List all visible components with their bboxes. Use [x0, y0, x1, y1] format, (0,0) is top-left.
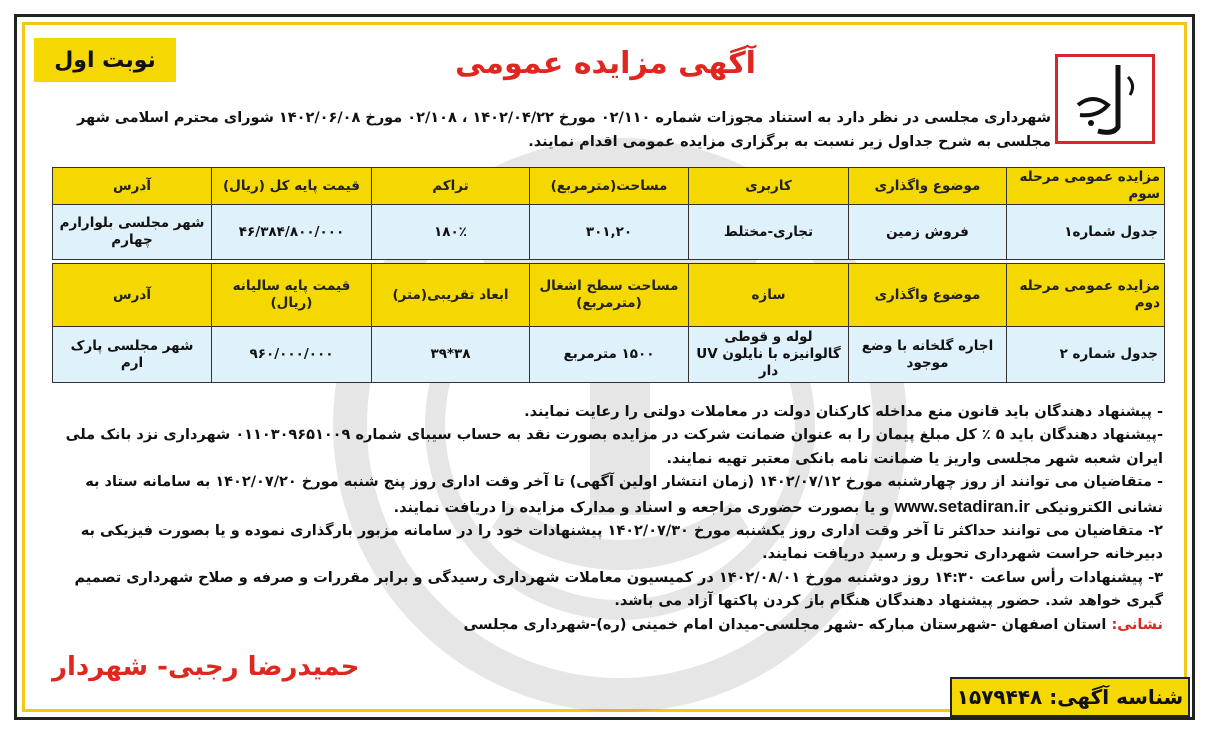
table-cell: ۳۰۱,۲۰ — [530, 205, 689, 260]
table-cell: تجاری-مختلط — [689, 205, 849, 260]
table-cell: ۹۶۰/۰۰۰/۰۰۰ — [212, 327, 372, 383]
table-cell: اجاره گلخانه با وضع موجود — [849, 327, 1007, 383]
table-header-row — [53, 168, 1165, 205]
condition-3-text-end: و یا بصورت حضوری مراجعه و اسناد و مدارک مزایده را دریافت نمایند. — [393, 499, 890, 516]
table-header-row — [53, 264, 1165, 327]
table-cell: شهر مجلسی بلوارارم چهارم — [53, 205, 212, 260]
table-cell: ۳۸*۳۹ — [372, 327, 530, 383]
table-cell: ۴۶/۳۸۴/۸۰۰/۰۰۰ — [212, 205, 372, 260]
table-row — [53, 327, 1165, 383]
insertion-badge: نوبت اول — [34, 38, 176, 82]
table-cell: جدول شماره۱ — [1007, 205, 1165, 260]
intro-text: شهرداری مجلسی در نظر دارد به استناد مجوزات شماره ۰۲/۱۱۰ مورخ ۱۴۰۲/۰۴/۲۲ ، ۰۲/۱۰۸ مورخ ۱۴۰۲/۰۶/۰۸ شورای محترم اسلامی شهر مجلسی به شرح جداول زیر نسبت به برگزاری مزایده عمومی اقدام نمایند. — [77, 110, 1051, 150]
address-value: استان اصفهان -شهرستان مبارکه -شهر مجلسی-میدان امام خمینی (ره)-شهرداری مجلسی — [463, 616, 1107, 633]
table-header: موضوع واگذاری — [849, 264, 1007, 327]
table-header: مساحت(مترمربع) — [530, 168, 689, 205]
setadiran-link[interactable]: www.setadiran.ir — [894, 496, 1030, 516]
table-cell: فروش زمین — [849, 205, 1007, 260]
conditions-text — [48, 401, 1163, 637]
condition-2: -پیشنهاد دهندگان باید ۵ ٪ کل مبلغ پیمان را به عنوان ضمانت شرکت در مزایده بصورت نقد به حساب سیبای شماره ۰۱۱۰۳۰۹۶۵۱۰۰۹ شهرداری نزد بانک ملی ایران شعبه شهر مجلسی واریز یا ضمانت نامه بانکی معتبر تهیه نمایند. — [65, 427, 1163, 467]
table-header: موضوع واگذاری — [849, 168, 1007, 205]
table-header: مزایده عمومی مرحله دوم — [1007, 264, 1165, 327]
table-header: کاربری — [689, 168, 849, 205]
table-cell: لوله و قوطی گالوانیزه با نایلون UV دار — [689, 327, 849, 383]
table-header: قیمت پایه سالیانه (ریال) — [212, 264, 372, 327]
condition-4: ۲- متقاضیان می توانند حداکثر تا آخر وقت اداری روز یکشنبه مورخ ۱۴۰۲/۰۷/۳۰ پیشنهادات خود را در سامانه مزبور بارگذاری نموده و یا بصورت فیزیکی به دبیرخانه حراست شهرداری تحویل و رسید دریافت نمایند. — [80, 523, 1163, 563]
table-cell: ۱۵۰۰ مترمربع — [530, 327, 689, 383]
condition-3 — [48, 471, 1163, 520]
address-line — [48, 614, 1163, 637]
table-header: آدرس — [53, 264, 212, 327]
ad-id-badge: شناسه آگهی: ۱۵۷۹۴۴۸ — [950, 677, 1190, 717]
auction-table-stage-2 — [52, 263, 1165, 383]
table-row — [53, 205, 1165, 260]
mayor-signature: حمیدرضا رجبی- شهردار — [52, 652, 360, 682]
table-cell: جدول شماره ۲ — [1007, 327, 1165, 383]
table-header: آدرس — [53, 168, 212, 205]
table-header: مزایده عمومی مرحله سوم — [1007, 168, 1165, 205]
table-header: مساحت سطح اشغال (مترمربع) — [530, 264, 689, 327]
table-header: سازه — [689, 264, 849, 327]
page-title: آگهی مزایده عمومی — [455, 46, 756, 81]
condition-1: - پیشنهاد دهندگان باید قانون منع مداخله کارکنان دولت در معاملات دولتی را رعایت نمایند. — [524, 404, 1163, 420]
auction-table-stage-3 — [52, 167, 1165, 260]
condition-3-text: - متقاضیان می توانند از روز چهارشنبه مورخ ۱۴۰۲/۰۷/۱۲ (زمان انتشار اولین آگهی) تا آخر وقت اداری روز پنج شنبه مورخ ۱۴۰۲/۰۷/۲۰ به سامانه ستاد به نشانی الکترونیکی — [85, 474, 1163, 516]
table-header: ابعاد تقریبی(متر) — [372, 264, 530, 327]
address-label: نشانی: — [1111, 616, 1163, 633]
table-header: قیمت پایه کل (ریال) — [212, 168, 372, 205]
table-cell: ۱۸۰٪ — [372, 205, 530, 260]
condition-5: ۳- پیشنهادات رأس ساعت ۱۴:۳۰ روز دوشنبه مورخ ۱۴۰۲/۰۸/۰۱ در کمیسیون معاملات شهرداری رسیدگی و برابر مقررات و صرفه و صلاح شهرداری تصمیم گیری خواهد شد. حضور پیشنهاد دهندگان هنگام باز کردن پاکتها آزاد می باشد. — [74, 569, 1163, 610]
table-cell: شهر مجلسی پارک ارم — [53, 327, 212, 383]
table-header: تراکم — [372, 168, 530, 205]
